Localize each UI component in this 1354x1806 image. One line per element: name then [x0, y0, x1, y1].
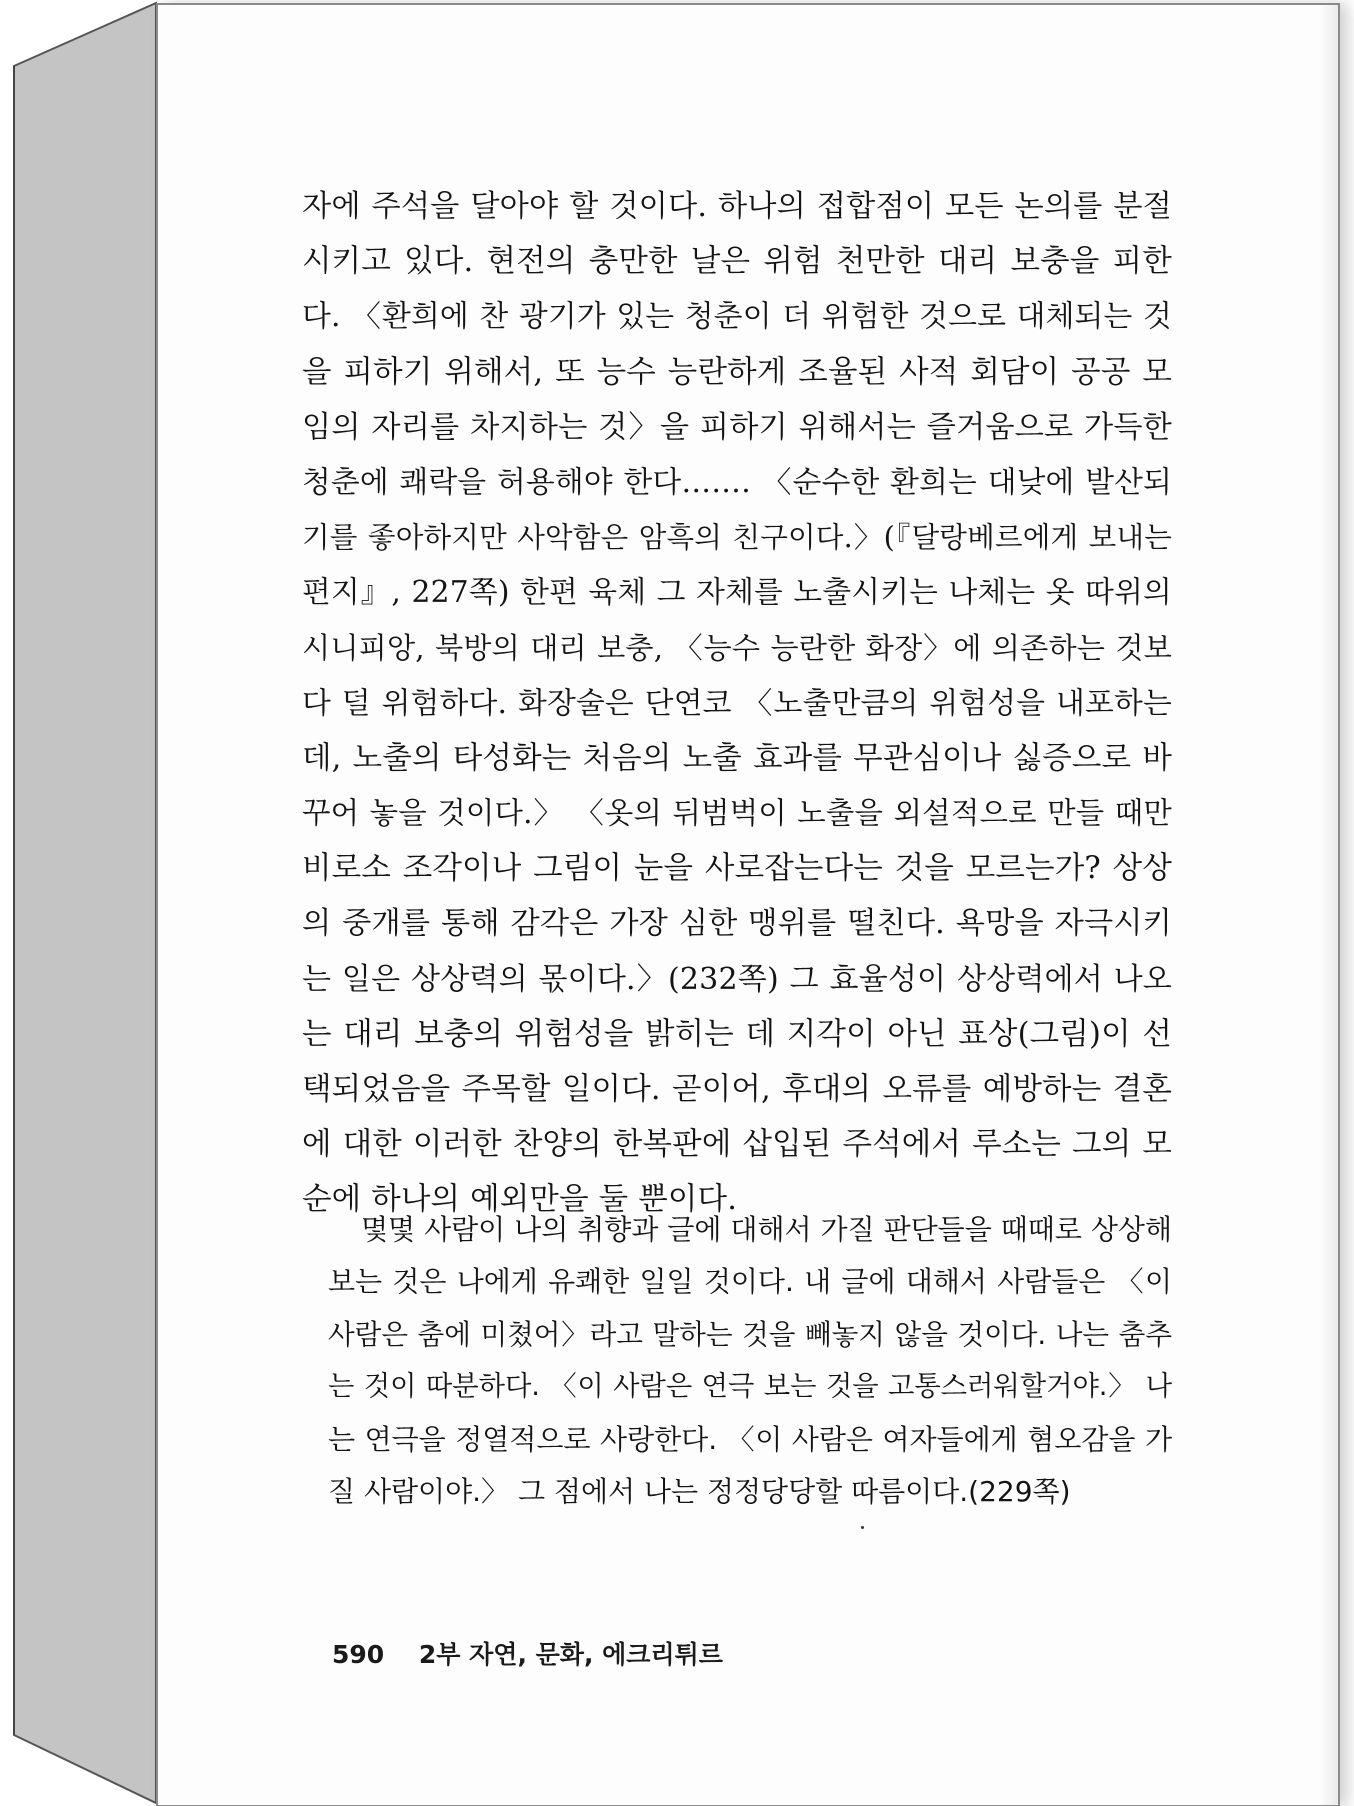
- quote-line: 는 것이 따분하다. 〈이 사람은 연극 보는 것을 고통스러워할거야.〉 나: [328, 1371, 1172, 1403]
- text-line: 청춘에 쾌락을 허용해야 한다……. 〈순수한 환희는 대낮에 발산되: [302, 464, 1172, 500]
- text-line: 는 대리 보충의 위험성을 밝히는 데 지각이 아닌 표상(그림)이 선: [302, 1016, 1172, 1052]
- text-line: 기를 좋아하지만 사악함은 암흑의 친구이다.〉(『달랑베르에게 보내는: [302, 520, 1172, 555]
- text-line: 임의 자리를 차지하는 것〉을 피하기 위해서는 즐거움으로 가득한: [302, 409, 1172, 445]
- text-line: 시키고 있다. 현전의 충만한 날은 위험 천만한 대리 보충을 피한: [302, 244, 1172, 280]
- page-edge-shadow: [1320, 5, 1338, 1805]
- text-line: 다 덜 위험하다. 화장술은 단연코 〈노출만큼의 위험성을 내포하는: [302, 685, 1172, 721]
- quote-line: 사람은 춤에 미쳤어〉라고 말하는 것을 빼놓지 않을 것이다. 나는 춤추: [328, 1317, 1172, 1351]
- running-head: 2부 자연, 문화, 에크리튀르: [418, 1640, 723, 1669]
- text-line: 에 대한 이러한 찬양의 한복판에 삽입된 주석에서 루소는 그의 모: [302, 1127, 1172, 1163]
- quote-line: 보는 것은 나에게 유쾌한 일일 것이다. 내 글에 대해서 사람들은 〈이: [328, 1265, 1172, 1299]
- book-page: [156, 3, 1340, 1806]
- page-number: 590: [332, 1640, 385, 1669]
- main-paragraph: [302, 179, 1172, 1228]
- text-line: 을 피하기 위해서, 또 능수 능란하게 조율된 사적 회담이 공공 모: [302, 354, 1172, 390]
- scan-speck: [861, 1526, 864, 1529]
- block-quote: [328, 1204, 1172, 1518]
- text-line: 의 중개를 통해 감각은 가장 심한 맹위를 떨친다. 욕망을 자극시키: [302, 906, 1172, 942]
- page-footer: [332, 1635, 723, 1671]
- text-line: 편지』, 227쪽) 한편 육체 그 자체를 노출시키는 나체는 옷 따위의: [302, 575, 1172, 611]
- text-line: 다. 〈환희에 찬 광기가 있는 청춘이 더 위험한 것으로 대체되는 것: [302, 299, 1172, 335]
- book-spine: [0, 0, 160, 1806]
- text-line: 순에 하나의 예외만을 둘 뿐이다.: [302, 1182, 738, 1218]
- text-line: 시니피앙, 북방의 대리 보충, 〈능수 능란한 화장〉에 의존하는 것보: [302, 630, 1172, 665]
- text-line: 자에 주석을 달아야 할 것이다. 하나의 접합점이 모든 논의를 분절: [302, 189, 1172, 224]
- quote-line: 는 연극을 정열적으로 사랑한다. 〈이 사람은 여자들에게 혐오감을 가: [328, 1422, 1172, 1456]
- text-line: 택되었음을 주목할 일이다. 곧이어, 후대의 오류를 예방하는 결혼: [302, 1072, 1172, 1107]
- text-line: 는 일은 상상력의 몫이다.〉(232쪽) 그 효율성이 상상력에서 나오: [302, 961, 1172, 997]
- quote-line: 질 사람이야.〉 그 점에서 나는 정정당당할 따름이다.(229쪽): [328, 1474, 1071, 1508]
- text-line: 꾸어 놓을 것이다.〉 〈옷의 뒤범벅이 노출을 외설적으로 만들 때만: [302, 796, 1172, 831]
- text-line: 데, 노출의 타성화는 처음의 노출 효과를 무관심이나 싫증으로 바: [302, 740, 1172, 776]
- quote-line: 몇몇 사람이 나의 취향과 글에 대해서 가질 판단들을 때때로 상상해: [361, 1213, 1172, 1246]
- text-line: 비로소 조각이나 그림이 눈을 사로잡는다는 것을 모르는가? 상상: [302, 851, 1172, 887]
